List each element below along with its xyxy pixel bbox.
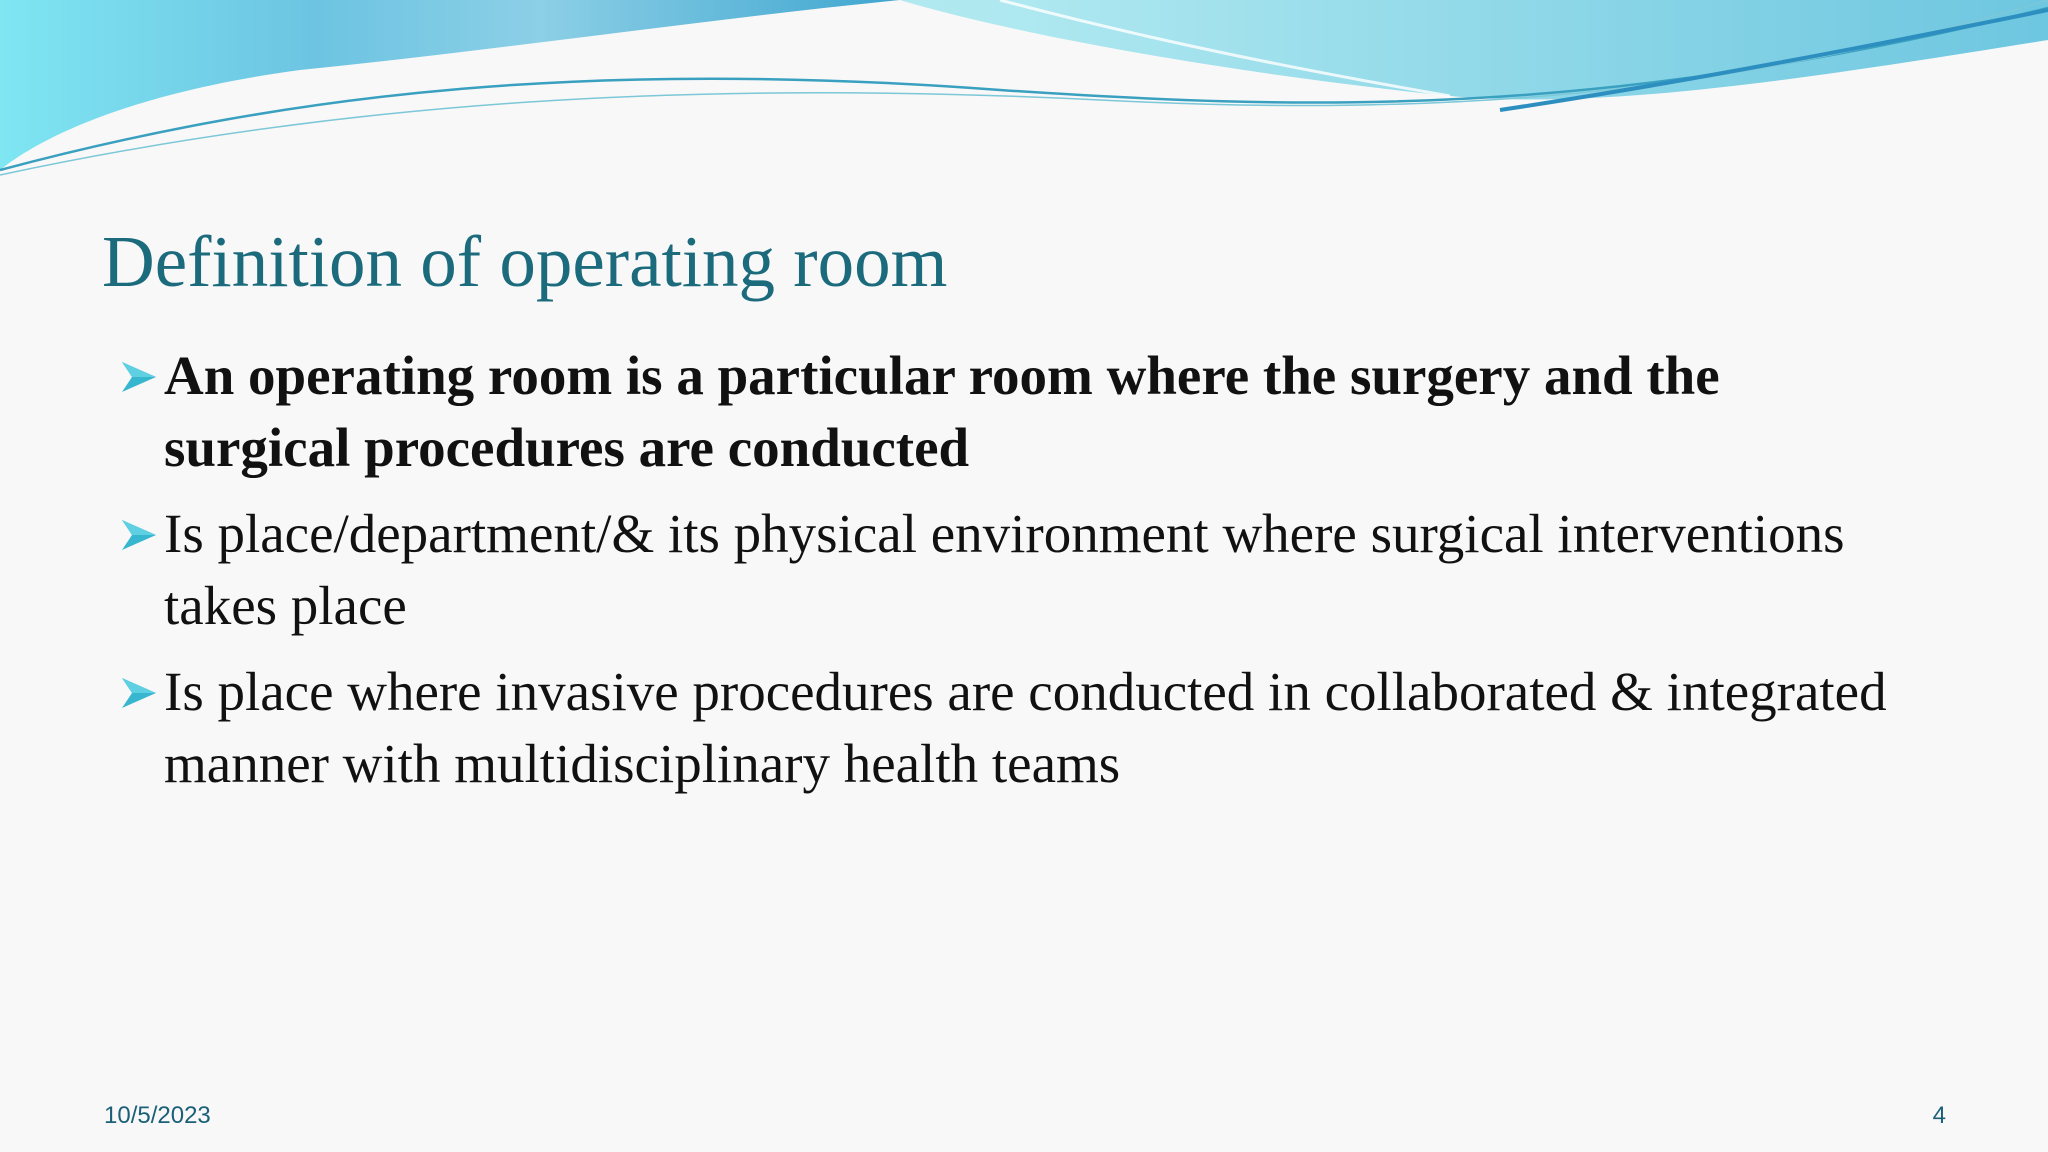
bullet-text: Is place/department/& its physical environment where surgical interventions takes place	[164, 503, 1845, 636]
bullet-item-3	[118, 656, 1918, 800]
arrowhead-bullet-icon	[120, 360, 158, 394]
bullet-item-2	[118, 498, 1918, 642]
arrowhead-bullet-icon	[120, 518, 158, 552]
bullet-text: Is place where invasive procedures are conducted in collaborated & integrated manner with multidisciplinary health teams	[164, 661, 1887, 794]
arrowhead-bullet-icon	[120, 676, 158, 710]
bullet-item-1	[118, 340, 1918, 484]
slide-title: Definition of operating room	[102, 221, 948, 302]
bullet-text: An operating room is a particular room where the surgery and the surgical procedures are conducted	[164, 345, 1720, 478]
slide-number: 4	[1932, 1102, 1946, 1129]
bullet-list	[118, 340, 1918, 814]
footer-date: 10/5/2023	[104, 1102, 211, 1129]
header-wave-decoration	[0, 0, 2048, 200]
